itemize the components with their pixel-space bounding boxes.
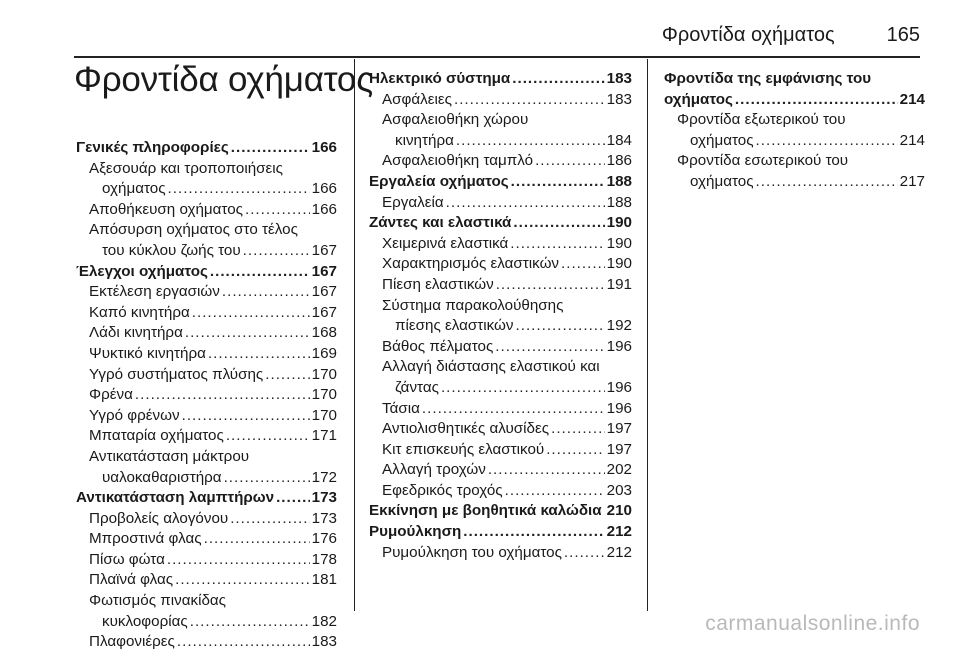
entry-title-line: Ασφαλειοθήκη χώρου — [382, 111, 529, 129]
toc-entry — [76, 468, 337, 489]
toc-entry — [76, 365, 337, 386]
entry-page: 202 — [606, 461, 632, 479]
toc-entry — [76, 385, 337, 406]
leader-dots — [422, 399, 605, 420]
leader-dots — [224, 468, 310, 489]
entry-title: οχήματος — [690, 131, 754, 149]
leader-dots — [182, 406, 310, 427]
entry-title: Έλεγχοι οχήματος — [76, 262, 208, 280]
leader-dots — [204, 529, 310, 550]
entry-page: 170 — [311, 386, 337, 404]
entry-title: κυκλοφορίας — [102, 612, 188, 630]
entry-page: 167 — [311, 262, 337, 280]
entry-title-line: Αλλαγή διάστασης ελαστικού και — [382, 358, 600, 376]
toc-column-2 — [369, 69, 632, 563]
toc-entry — [76, 138, 337, 159]
toc-entry — [369, 254, 632, 275]
entry-page: 170 — [311, 406, 337, 424]
leader-dots — [516, 316, 605, 337]
leader-dots — [230, 509, 309, 530]
entry-title-line: Φροντίδα εσωτερικού του — [677, 152, 849, 170]
entry-title: Πλαφονιέρες — [89, 633, 175, 651]
toc-entry — [369, 522, 632, 543]
toc-entry — [76, 570, 337, 591]
entry-page: 188 — [606, 193, 632, 211]
entry-title: Καπό κινητήρα — [89, 303, 190, 321]
toc-entry — [369, 131, 632, 152]
entry-title: Φρένα — [89, 386, 133, 404]
leader-dots — [243, 241, 310, 262]
watermark: carmanualsonline.info — [705, 612, 920, 635]
toc-entry — [369, 172, 632, 193]
entry-page: 167 — [311, 241, 337, 259]
toc-entry — [76, 488, 337, 509]
toc-entry — [664, 172, 925, 193]
entry-page: 192 — [606, 317, 632, 335]
entry-title: Μπαταρία οχήματος — [89, 427, 224, 445]
entry-page: 166 — [311, 180, 337, 198]
leader-dots — [546, 440, 604, 461]
toc-entry — [369, 501, 632, 522]
entry-page: 183 — [606, 90, 632, 108]
leader-dots — [561, 254, 605, 275]
leader-dots — [177, 632, 310, 653]
entry-page: 173 — [311, 489, 337, 507]
entry-title: Εφεδρικός τροχός — [382, 481, 503, 499]
entry-title-line: Φροντίδα εξωτερικού του — [677, 111, 846, 129]
toc-entry — [369, 399, 632, 420]
entry-page: 183 — [311, 633, 337, 651]
page-number: 165 — [886, 24, 920, 46]
column-divider — [354, 59, 355, 611]
toc-entry — [76, 550, 337, 571]
entry-title-line: Φωτισμός πινακίδας — [89, 592, 226, 610]
toc-entry — [369, 460, 632, 481]
leader-dots — [505, 481, 605, 502]
entry-page: 197 — [606, 420, 632, 438]
entry-title-line: Απόσυρση οχήματος στο τέλος — [89, 221, 298, 239]
section-title-line: Φροντίδα της εμφάνισης του — [664, 70, 872, 87]
toc-entry — [76, 262, 337, 283]
entry-page: 212 — [606, 543, 632, 561]
entry-title: Ρυμούλκηση του οχήματος — [382, 543, 562, 561]
entry-title: Εκτέλεση εργασιών — [89, 283, 220, 301]
entry-title: Ασφάλειες — [382, 90, 452, 108]
entry-title-line: Σύστημα παρακολούθησης — [382, 296, 564, 314]
entry-title: Αλλαγή τροχών — [382, 461, 486, 479]
entry-title: οχήματος — [664, 90, 733, 108]
leader-dots — [496, 275, 605, 296]
toc-entry — [76, 344, 337, 365]
entry-page: 168 — [311, 324, 337, 342]
entry-page: 167 — [311, 283, 337, 301]
toc-entry — [76, 241, 337, 262]
entry-page: 203 — [606, 481, 632, 499]
entry-page: 173 — [311, 509, 337, 527]
leader-dots — [192, 303, 310, 324]
entry-title: Αντιολισθητικές αλυσίδες — [382, 420, 550, 438]
leader-dots — [222, 282, 310, 303]
entry-page: 210 — [606, 502, 632, 520]
entry-title: Πίσω φώτα — [89, 550, 165, 568]
leader-dots — [446, 193, 605, 214]
leader-dots — [456, 131, 605, 152]
toc-entry — [76, 179, 337, 200]
toc-entry — [369, 90, 632, 111]
entry-page: 196 — [606, 378, 632, 396]
entry-page: 212 — [606, 523, 632, 541]
entry-title: Αντικατάσταση λαμπτήρων — [76, 489, 275, 507]
toc-entry — [369, 378, 632, 399]
toc-entry — [369, 193, 632, 214]
toc-entry — [76, 632, 337, 653]
entry-page: 217 — [899, 172, 925, 190]
toc-entry — [76, 282, 337, 303]
toc-entry — [369, 234, 632, 255]
toc-entry — [76, 323, 337, 344]
toc-entry — [369, 419, 632, 440]
toc-entry — [369, 213, 632, 234]
entry-page: 167 — [311, 303, 337, 321]
entry-title: οχήματος — [102, 180, 166, 198]
leader-dots — [756, 172, 898, 193]
entry-title: Μπροστινά φλας — [89, 530, 202, 548]
entry-title: Εκκίνηση με βοηθητικά καλώδια — [369, 502, 602, 520]
toc-entry — [369, 337, 632, 358]
toc-entry — [369, 440, 632, 461]
entry-title: Γενικές πληροφορίες — [76, 139, 229, 156]
entry-title: Υγρό φρένων — [89, 406, 180, 424]
entry-title: ζάντας — [395, 378, 439, 396]
entry-title: Εργαλεία οχήματος — [369, 172, 509, 190]
entry-page: 196 — [606, 337, 632, 355]
entry-title: Κιτ επισκευής ελαστικού — [382, 440, 545, 458]
entry-title: Λάδι κινητήρα — [89, 324, 183, 342]
leader-dots — [551, 419, 605, 440]
entry-page: 178 — [311, 550, 337, 568]
leader-dots — [564, 543, 605, 564]
toc-column-3 — [664, 69, 925, 193]
leader-dots — [756, 131, 898, 152]
leader-dots — [231, 138, 310, 159]
leader-dots — [535, 151, 605, 172]
header-rule — [74, 56, 920, 58]
toc-entry — [76, 612, 337, 633]
toc-entry — [76, 529, 337, 550]
toc-column-1 — [76, 138, 337, 653]
entry-page: 190 — [606, 255, 632, 273]
toc-entry — [664, 131, 925, 152]
entry-page: 188 — [606, 172, 632, 190]
leader-dots — [265, 365, 309, 386]
leader-dots — [276, 488, 310, 509]
leader-dots — [511, 172, 605, 193]
entry-page: 170 — [311, 365, 337, 383]
entry-title: Ασφαλειοθήκη ταμπλό — [382, 152, 534, 170]
leader-dots — [167, 550, 310, 571]
entry-page: 182 — [311, 612, 337, 630]
toc-entry — [76, 303, 337, 324]
entry-title: Προβολείς αλογόνου — [89, 509, 229, 527]
entry-title: Υγρό συστήματος πλύσης — [89, 365, 264, 383]
entry-title: πίεσης ελαστικών — [395, 317, 514, 335]
leader-dots — [168, 179, 310, 200]
running-header — [74, 24, 920, 54]
entry-title-line: Αξεσουάρ και τροποποιήσεις — [89, 159, 283, 177]
toc-entry — [369, 151, 632, 172]
entry-page: 176 — [311, 530, 337, 548]
entry-page: 190 — [606, 214, 632, 232]
entry-title: Βάθος πέλματος — [382, 337, 494, 355]
toc-entry — [369, 543, 632, 564]
entry-title: κινητήρα — [395, 131, 454, 149]
entry-title: Ψυκτικό κινητήρα — [89, 344, 206, 362]
entry-page: 172 — [311, 468, 337, 486]
toc-entry — [369, 69, 632, 90]
entry-page: 191 — [606, 275, 632, 293]
toc-entry — [369, 275, 632, 296]
entry-page: 196 — [606, 399, 632, 417]
leader-dots — [463, 522, 604, 543]
page-title: Φροντίδα οχήματος — [74, 60, 373, 99]
entry-title: Εργαλεία — [382, 193, 444, 211]
leader-dots — [441, 378, 605, 399]
toc-entry — [369, 481, 632, 502]
entry-title: υαλοκαθαριστήρα — [102, 468, 222, 486]
header-title: Φροντίδα οχήματος — [661, 24, 835, 46]
entry-title: του κύκλου ζωής του — [102, 241, 241, 259]
leader-dots — [454, 90, 605, 111]
leader-dots — [245, 200, 310, 221]
leader-dots — [735, 90, 898, 111]
entry-title: Ηλεκτρικό σύστημα — [369, 70, 511, 87]
entry-page: 190 — [606, 234, 632, 252]
entry-page: 214 — [899, 90, 925, 108]
leader-dots — [185, 323, 310, 344]
toc-entry — [76, 200, 337, 221]
leader-dots — [513, 213, 604, 234]
entry-title: Ρυμούλκηση — [369, 523, 462, 541]
toc-entry — [76, 426, 337, 447]
entry-page: 166 — [311, 139, 337, 156]
toc-entry — [76, 509, 337, 530]
column-divider — [647, 59, 648, 611]
leader-dots — [190, 612, 310, 633]
entry-title: Τάσια — [382, 399, 420, 417]
entry-page: 184 — [606, 131, 632, 149]
entry-page: 214 — [899, 131, 925, 149]
leader-dots — [135, 385, 310, 406]
leader-dots — [512, 69, 604, 90]
toc-entry — [76, 406, 337, 427]
entry-page: 171 — [311, 427, 337, 445]
entry-page: 186 — [606, 152, 632, 170]
leader-dots — [210, 262, 310, 283]
leader-dots — [495, 337, 604, 358]
entry-page: 181 — [311, 571, 337, 589]
entry-title: Πίεση ελαστικών — [382, 275, 494, 293]
toc-entry — [369, 316, 632, 337]
entry-page: 169 — [311, 344, 337, 362]
toc-entry — [664, 90, 925, 111]
entry-title-line: Αντικατάσταση μάκτρου — [89, 447, 250, 465]
entry-title: Αποθήκευση οχήματος — [89, 200, 243, 218]
entry-page: 183 — [606, 70, 632, 87]
entry-title: Χειμερινά ελαστικά — [382, 234, 509, 252]
leader-dots — [488, 460, 605, 481]
leader-dots — [510, 234, 604, 255]
leader-dots — [226, 426, 310, 447]
entry-title: οχήματος — [690, 172, 754, 190]
entry-page: 166 — [311, 200, 337, 218]
entry-title: Πλαϊνά φλας — [89, 571, 174, 589]
leader-dots — [175, 570, 310, 591]
entry-title: Χαρακτηρισμός ελαστικών — [382, 255, 560, 273]
entry-page: 197 — [606, 440, 632, 458]
leader-dots — [208, 344, 310, 365]
entry-title: Ζάντες και ελαστικά — [369, 214, 512, 232]
